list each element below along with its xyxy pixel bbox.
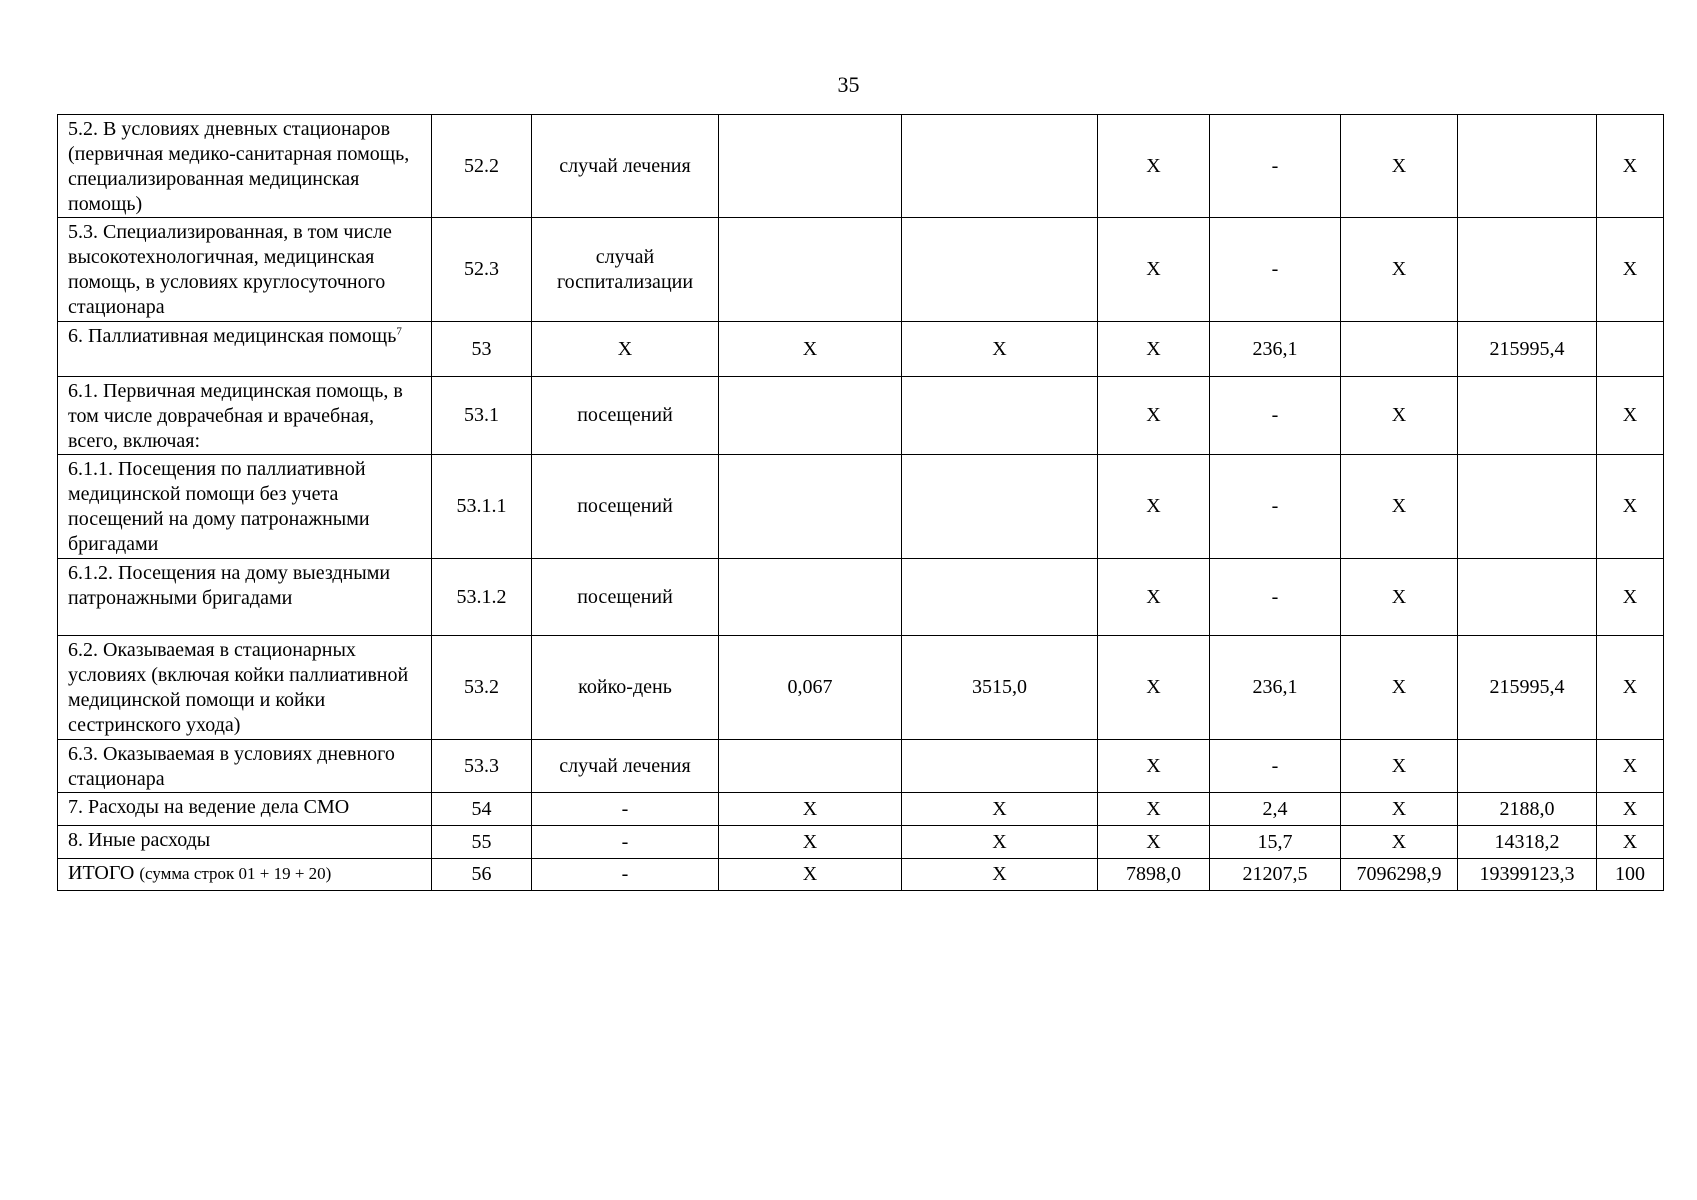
cell-col4: Х (719, 826, 902, 859)
row-code: 56 (432, 859, 532, 891)
cell-col6: Х (1098, 559, 1210, 636)
cell-col6: Х (1098, 740, 1210, 793)
cell-col8: Х (1341, 636, 1458, 740)
row-name: 6.1.2. Посещения на дому выездными патронажными бригадами (58, 559, 432, 636)
row-code: 53.1.2 (432, 559, 532, 636)
cell-col10: Х (1597, 377, 1664, 455)
row-unit: посещений (532, 377, 719, 455)
row-unit: койко-день (532, 636, 719, 740)
table-row (58, 826, 1664, 859)
cell-col10: Х (1597, 793, 1664, 826)
cell-col10: Х (1597, 636, 1664, 740)
total-label: ИТОГО (68, 862, 135, 884)
row-unit: случай госпитализации (532, 218, 719, 322)
cell-col9: 215995,4 (1458, 322, 1597, 377)
cell-col10: Х (1597, 559, 1664, 636)
row-code: 53.2 (432, 636, 532, 740)
cell-col9 (1458, 218, 1597, 322)
cell-col7: 15,7 (1210, 826, 1341, 859)
cell-col10: Х (1597, 455, 1664, 559)
cell-col7: - (1210, 455, 1341, 559)
row-name: 6.1.1. Посещения по паллиативной медицинской помощи без учета посещений на дому патронажными бригадами (58, 455, 432, 559)
cell-col10: Х (1597, 115, 1664, 218)
table-row (58, 377, 1664, 455)
table-row (58, 636, 1664, 740)
cell-col8: Х (1341, 115, 1458, 218)
row-unit: - (532, 826, 719, 859)
cell-col8: Х (1341, 218, 1458, 322)
cell-col6: 7898,0 (1098, 859, 1210, 891)
cell-col8: Х (1341, 377, 1458, 455)
report-table (57, 114, 1664, 891)
cell-col9: 2188,0 (1458, 793, 1597, 826)
cell-col4: Х (719, 793, 902, 826)
cell-col6: Х (1098, 377, 1210, 455)
cell-col4 (719, 115, 902, 218)
cell-col7: 21207,5 (1210, 859, 1341, 891)
cell-col5: 3515,0 (902, 636, 1098, 740)
table-row (58, 455, 1664, 559)
row-name: 5.2. В условиях дневных стационаров (первичная медико-санитарная помощь, специализированная медицинская помощь) (58, 115, 432, 218)
table-row (58, 559, 1664, 636)
cell-col8: Х (1341, 559, 1458, 636)
cell-col7: 2,4 (1210, 793, 1341, 826)
table-row-total (58, 859, 1664, 891)
cell-col5 (902, 115, 1098, 218)
row-name (58, 859, 432, 891)
cell-col5 (902, 740, 1098, 793)
cell-col7: - (1210, 740, 1341, 793)
cell-col7: 236,1 (1210, 322, 1341, 377)
cell-col10: Х (1597, 740, 1664, 793)
row-unit: посещений (532, 559, 719, 636)
cell-col4 (719, 559, 902, 636)
cell-col7: - (1210, 218, 1341, 322)
row-name: 6.1. Первичная медицинская помощь, в том числе доврачебная и врачебная, всего, включая: (58, 377, 432, 455)
cell-col4: 0,067 (719, 636, 902, 740)
cell-col6: Х (1098, 636, 1210, 740)
row-code: 53.1 (432, 377, 532, 455)
cell-col8: 7096298,9 (1341, 859, 1458, 891)
cell-col6: Х (1098, 322, 1210, 377)
table-row (58, 218, 1664, 322)
cell-col5: Х (902, 793, 1098, 826)
cell-col6: Х (1098, 218, 1210, 322)
total-note: (сумма строк 01 + 19 + 20) (139, 864, 332, 883)
cell-col8: Х (1341, 826, 1458, 859)
cell-col9: 19399123,3 (1458, 859, 1597, 891)
cell-col10 (1597, 322, 1664, 377)
cell-col7: - (1210, 377, 1341, 455)
row-code: 52.2 (432, 115, 532, 218)
table-row (58, 740, 1664, 793)
row-name: 7. Расходы на ведение дела СМО (58, 793, 432, 826)
table-row (58, 322, 1664, 377)
cell-col8: Х (1341, 455, 1458, 559)
row-code: 53.3 (432, 740, 532, 793)
cell-col5 (902, 455, 1098, 559)
cell-col5 (902, 218, 1098, 322)
row-unit: случай лечения (532, 740, 719, 793)
row-unit: - (532, 793, 719, 826)
row-unit: Х (532, 322, 719, 377)
row-name: 6.2. Оказываемая в стационарных условиях (включая койки паллиативной медицинской помощи и койки сестринского ухода) (58, 636, 432, 740)
row-code: 53 (432, 322, 532, 377)
cell-col6: Х (1098, 455, 1210, 559)
cell-col10: 100 (1597, 859, 1664, 891)
cell-col9 (1458, 559, 1597, 636)
row-name-text: 6. Паллиативная медицинская помощь (68, 325, 397, 347)
footnote-marker: 7 (396, 325, 402, 338)
cell-col6: Х (1098, 826, 1210, 859)
table-row (58, 115, 1664, 218)
cell-col6: Х (1098, 793, 1210, 826)
cell-col9 (1458, 740, 1597, 793)
row-unit: - (532, 859, 719, 891)
cell-col4 (719, 455, 902, 559)
row-code: 53.1.1 (432, 455, 532, 559)
cell-col8 (1341, 322, 1458, 377)
cell-col4 (719, 377, 902, 455)
cell-col9: 14318,2 (1458, 826, 1597, 859)
row-code: 52.3 (432, 218, 532, 322)
row-code: 54 (432, 793, 532, 826)
row-name (58, 322, 432, 377)
cell-col6: Х (1098, 115, 1210, 218)
cell-col4 (719, 740, 902, 793)
cell-col4: Х (719, 859, 902, 891)
cell-col5: Х (902, 826, 1098, 859)
cell-col7: 236,1 (1210, 636, 1341, 740)
cell-col9 (1458, 455, 1597, 559)
table-row (58, 793, 1664, 826)
cell-col5: Х (902, 322, 1098, 377)
row-name: 5.3. Специализированная, в том числе высокотехнологичная, медицинская помощь, в условиях круглосуточного стационара (58, 218, 432, 322)
cell-col7: - (1210, 115, 1341, 218)
cell-col4 (719, 218, 902, 322)
cell-col4: Х (719, 322, 902, 377)
cell-col5 (902, 559, 1098, 636)
row-code: 55 (432, 826, 532, 859)
cell-col10: Х (1597, 826, 1664, 859)
cell-col8: Х (1341, 793, 1458, 826)
cell-col9 (1458, 377, 1597, 455)
cell-col10: Х (1597, 218, 1664, 322)
row-name: 6.3. Оказываемая в условиях дневного стационара (58, 740, 432, 793)
row-unit: посещений (532, 455, 719, 559)
cell-col9 (1458, 115, 1597, 218)
cell-col5 (902, 377, 1098, 455)
cell-col5: Х (902, 859, 1098, 891)
row-name: 8. Иные расходы (58, 826, 432, 859)
cell-col9: 215995,4 (1458, 636, 1597, 740)
page-number: 35 (837, 72, 860, 97)
cell-col8: Х (1341, 740, 1458, 793)
cell-col7: - (1210, 559, 1341, 636)
row-unit: случай лечения (532, 115, 719, 218)
